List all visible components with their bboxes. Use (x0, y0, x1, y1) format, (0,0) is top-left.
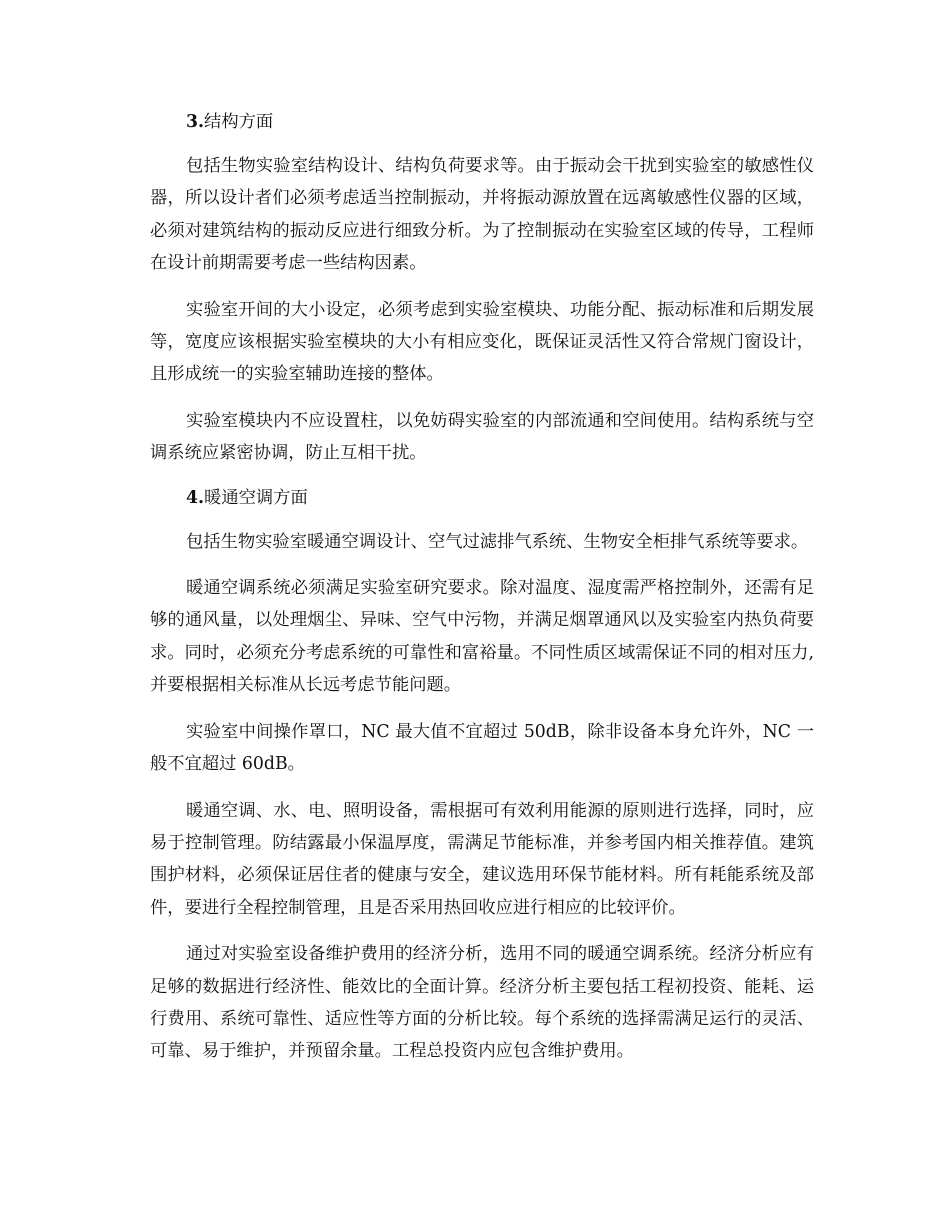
paragraph: 包括生物实验室结构设计、结构负荷要求等。由于振动会干扰到实验室的敏感性仪器，所以设计者们必须考虑适当控制振动，并将振动源放置在远离敏感性仪器的区域，必须对建筑结构的振动反应进行细致分析。为了控制振动在实验室区域的传导，工程师在设计前期需要考虑一些结构因素。 (150, 156, 814, 274)
section-number: 4. (186, 487, 205, 508)
paragraph: 暖通空调系统必须满足实验室研究要求。除对温度、湿度需严格控制外，还需有足够的通风量，以处理烟尘、异味、空气中污物，并满足烟罩通风以及实验室内热负荷要求。同时，必须充分考虑系统的可靠性和富裕量。不同性质区域需保证不同的相对压力,并要根据相关标准从长远考虑节能问题。 (150, 578, 814, 696)
section-heading-structure (150, 108, 814, 136)
document-page (150, 108, 814, 1082)
paragraph: 包括生物实验室暖通空调设计、空气过滤排气系统、生物安全柜排气系统等要求。 (186, 531, 809, 552)
section-heading-hvac (150, 484, 814, 512)
section-title: 结构方面 (204, 112, 274, 132)
section-number: 3. (186, 112, 205, 132)
section-title: 暖通空调方面 (204, 487, 308, 508)
paragraph: 实验室模块内不应设置柱，以免妨碍实验室的内部流通和空间使用。结构系统与空调系统应紧密协调，防止互相干扰。 (150, 410, 814, 464)
paragraph: 通过对实验室设备维护费用的经济分析，选用不同的暖通空调系统。经济分析应有足够的数据进行经济性、能效比的全面计算。经济分析主要包括工程初投资、能耗、运行费用、系统可靠性、适应性等方面的分析比较。每个系统的选择需满足运行的灵活、可靠、易于维护，并预留余量。工程总投资内应包含维护费用。 (150, 944, 814, 1062)
paragraph: 暖通空调、水、电、照明设备，需根据可有效利用能源的原则进行选择，同时，应易于控制管理。防结露最小保温厚度，需满足节能标准，并参考国内相关推荐值。建筑围护材料，必须保证居住者的健康与安全，建议选用环保节能材料。所有耗能系统及部件，要进行全程控制管理，且是否采用热回收应进行相应的比较评价。 (150, 800, 814, 918)
paragraph: 实验室开间的大小设定，必须考虑到实验室模块、功能分配、振动标准和后期发展等，宽度应该根据实验室模块的大小有相应变化，既保证灵活性又符合常规门窗设计，且形成统一的实验室辅助连接的整体。 (150, 299, 814, 385)
paragraph: 实验室中间操作罩口，NC 最大值不宜超过 50dB，除非设备本身允许外，NC 一般不宜超过 60dB。 (150, 721, 814, 775)
